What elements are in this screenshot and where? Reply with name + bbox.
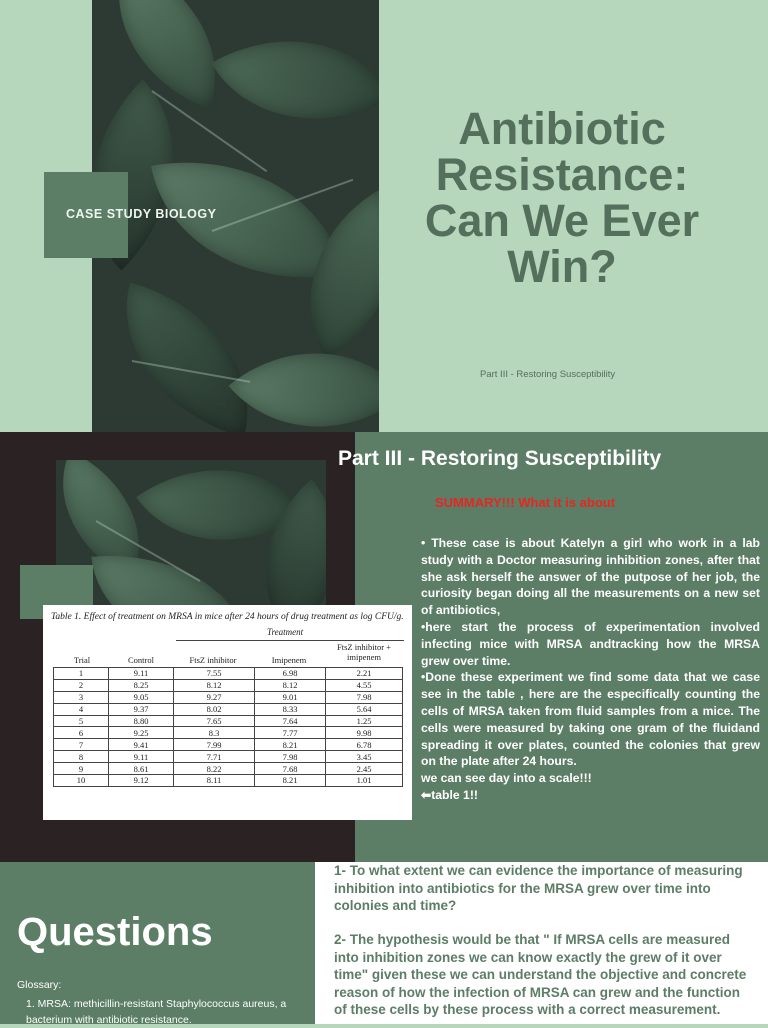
table-cell: 8.12 [255,679,326,691]
table-group-header: Treatment [267,627,304,637]
table-cell: 9.12 [109,775,174,787]
cover-label: CASE STUDY BIOLOGY [66,207,217,221]
table-cell: 7.77 [255,727,326,739]
table-row [54,727,403,739]
table-cell: 8.11 [174,775,255,787]
column-header: Trial [73,655,91,665]
table-cell: 9 [54,763,109,775]
table-cell: 7.64 [255,715,326,727]
summary-heading: SUMMARY!!! What it is about [435,495,616,510]
table-cell: 3 [54,691,109,703]
table-cell: 7.71 [174,751,255,763]
question-2: 2- The hypothesis would be that " If MRSA cells are measured into inhibition zones we can know exactly the grew of it over time" given these we can understand the objective and concrete reason of how the infection of MRSA can grew and the function of these cells by these process with a correct measurement. [334,932,747,1017]
cover-title: Antibiotic Resistance: Can We Ever Win? [424,103,700,292]
table-cell: 9.41 [109,739,174,751]
table-cell: 9.27 [174,691,255,703]
table-cell: 4 [54,703,109,715]
table-cell: 8.02 [174,703,255,715]
table-cell: 1.25 [326,715,403,727]
data-table-figure [43,605,412,820]
table-caption: Table 1. Effect of treatment on MRSA in mice after 24 hours of drug treatment as log CFU/g. [51,612,404,622]
table-cell: 8.61 [109,763,174,775]
glossary-label: Glossary: [17,979,62,991]
table-cell: 5.64 [326,703,403,715]
table-cell: 7.98 [326,691,403,703]
table-cell: 9.01 [255,691,326,703]
summary-paragraph: ⬅table 1!! [421,787,478,802]
column-header: FtsZ inhibitor + imipenem [337,642,391,662]
table-cell: 7.55 [174,668,255,680]
table-row [54,739,403,751]
table-cell: 7.68 [255,763,326,775]
table-cell: 2.21 [326,668,403,680]
data-table [53,667,403,787]
table-cell: 8.33 [255,703,326,715]
table-cell: 7 [54,739,109,751]
table-cell: 2 [54,679,109,691]
table-row [54,679,403,691]
column-header: Imipenem [271,655,307,665]
table-cell: 7.65 [174,715,255,727]
table-cell: 10 [54,775,109,787]
table-row [54,751,403,763]
table-cell: 8.21 [255,775,326,787]
table-cell: 6 [54,727,109,739]
table-cell: 2.45 [326,763,403,775]
table-cell: 9.98 [326,727,403,739]
table-cell: 6.78 [326,739,403,751]
part3-title: Part III - Restoring Susceptibility [338,447,662,470]
table-row [54,763,403,775]
table-cell: 8.25 [109,679,174,691]
table-cell: 8.3 [174,727,255,739]
table-cell: 8 [54,751,109,763]
table-cell: 1 [54,668,109,680]
table-cell: 8.12 [174,679,255,691]
table-cell: 8.21 [255,739,326,751]
cover-subtitle: Part III - Restoring Susceptibility [480,369,616,380]
table-cell: 9.11 [109,668,174,680]
table-row [54,668,403,680]
column-header: FtsZ inhibitor [189,655,237,665]
table-row [54,775,403,787]
table-row [54,715,403,727]
table-cell: 8.80 [109,715,174,727]
table-cell: 1.01 [326,775,403,787]
question-1: 1- To what extent we can evidence the importance of measuring inhibition into antibiotics for the MRSA grew over time into colonies and time? [334,863,743,913]
questions-title: Questions [17,910,213,954]
glossary-item: 1. MRSA: methicillin-resistant Staphylococcus aureus, a bacterium with antibiotic resistance. [26,998,287,1026]
summary-paragraph: •here start the process of experimentation involved infecting mice with MRSA andtracking how the MRSA grew over time. [421,619,760,668]
table-row [54,703,403,715]
table-cell: 9.11 [109,751,174,763]
table-cell: 7.99 [174,739,255,751]
summary-paragraph: we can see day into a scale!!! [421,771,592,786]
table-group-rule [176,640,404,641]
table-cell: 9.25 [109,727,174,739]
table-cell: 5 [54,715,109,727]
column-header: Control [128,655,154,665]
summary-body [421,535,760,804]
table-cell: 4.55 [326,679,403,691]
table-cell: 7.98 [255,751,326,763]
table-cell: 6.98 [255,668,326,680]
summary-paragraph: • These case is about Katelyn a girl who work in a lab study with a Doctor measuring inhibition zones, after that she ask herself the answer of the putpose of her job, the curiosity began doing all the measurements on a new set of antibiotics, [421,536,760,618]
table-cell: 9.37 [109,703,174,715]
table-cell: 9.05 [109,691,174,703]
table-cell: 3.45 [326,751,403,763]
table-row [54,691,403,703]
summary-paragraph: •Done these experiment we find some data that we case see in the table , here are the especifically counting the cells of MRSA taken from fluid samples from a mice. The cells were measured by taking one gram of the fluidand spreading it over plates, counted the colonies that grew on the plate after 24 hours. [421,670,760,769]
table-cell: 8.22 [174,763,255,775]
